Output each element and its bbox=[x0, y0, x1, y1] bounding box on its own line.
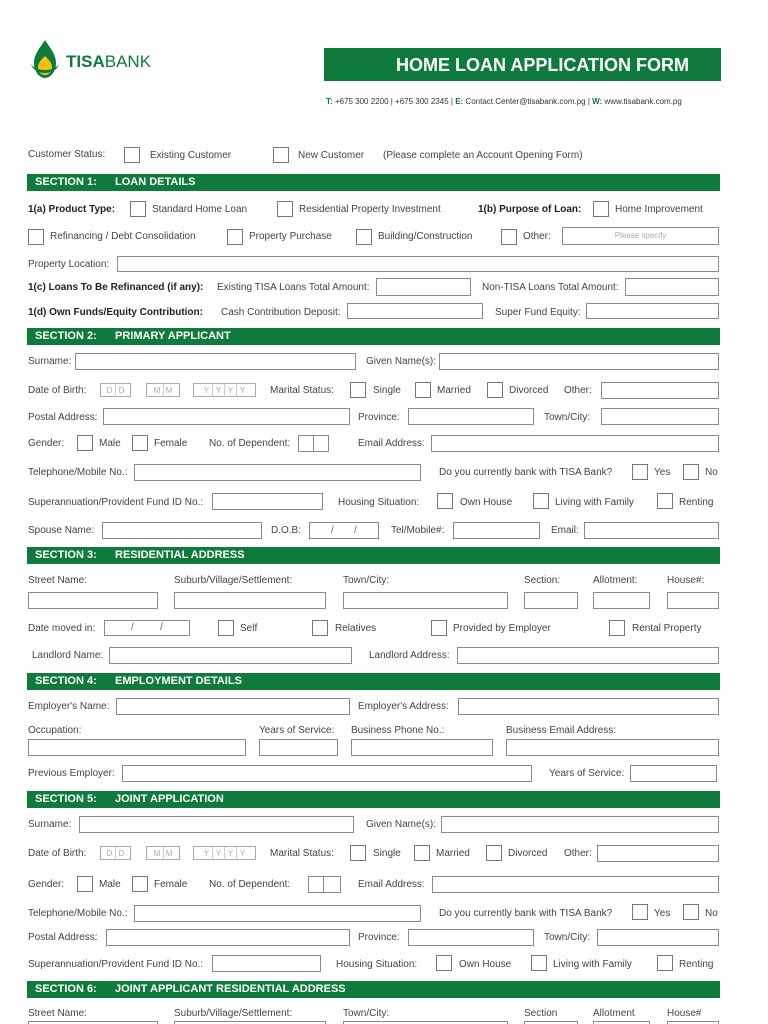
dob-label: Date of Birth: bbox=[28, 385, 87, 396]
joint-email-input[interactable] bbox=[432, 876, 719, 893]
landlord-name-label: Landlord Name: bbox=[32, 650, 104, 661]
email-input[interactable] bbox=[431, 435, 719, 452]
joint-allotment-label: Allotment bbox=[593, 1008, 635, 1019]
joint-own-house-checkbox[interactable] bbox=[436, 955, 452, 971]
building-construction-label: Building/Construction bbox=[378, 231, 473, 242]
existing-tisa-loans-label: Existing TISA Loans Total Amount: bbox=[217, 282, 370, 293]
town-city-input[interactable] bbox=[343, 592, 508, 609]
existing-customer-label: Existing Customer bbox=[150, 150, 232, 161]
renting-label: Renting bbox=[679, 497, 714, 508]
joint-dependents-input-1[interactable] bbox=[308, 876, 324, 893]
brand-name-bold: TISA bbox=[66, 52, 105, 71]
joint-single-checkbox[interactable] bbox=[350, 845, 366, 861]
spouse-name-input[interactable] bbox=[102, 522, 262, 539]
joint-housing-label: Housing Situation: bbox=[336, 959, 418, 970]
joint-marital-label: Marital Status: bbox=[270, 848, 334, 859]
joint-other-label: Other: bbox=[564, 848, 592, 859]
refinancing-label: Refinancing / Debt Consolidation bbox=[50, 231, 196, 242]
joint-dob-month-input[interactable]: M M bbox=[146, 846, 180, 860]
date-separator: / bbox=[331, 525, 334, 536]
joint-divorced-checkbox[interactable] bbox=[486, 845, 502, 861]
refinancing-checkbox[interactable] bbox=[28, 229, 44, 245]
dob-month-input[interactable]: M M bbox=[146, 383, 180, 397]
residential-investment-label: Residential Property Investment bbox=[299, 204, 441, 215]
property-purchase-checkbox[interactable] bbox=[227, 229, 243, 245]
logo bbox=[28, 38, 168, 84]
dependents-input-2[interactable] bbox=[313, 435, 329, 452]
relatives-label: Relatives bbox=[335, 623, 377, 634]
bank-no-checkbox[interactable] bbox=[683, 464, 699, 480]
building-construction-checkbox[interactable] bbox=[356, 229, 372, 245]
joint-town-input[interactable] bbox=[597, 929, 719, 946]
joint-bank-yes-checkbox[interactable] bbox=[632, 904, 648, 920]
joint-telephone-input[interactable] bbox=[134, 905, 421, 922]
joint-suburb-label: Suburb/Village/Settlement: bbox=[174, 1008, 293, 1019]
contact-email: Contact.Center@tisabank.com.pg | bbox=[465, 97, 590, 106]
joint-married-checkbox[interactable] bbox=[414, 845, 430, 861]
joint-province-label: Province: bbox=[358, 932, 400, 943]
super-id-label: Superannuation/Provident Fund ID No.: bbox=[28, 497, 204, 508]
single-checkbox[interactable] bbox=[350, 382, 366, 398]
own-house-label: Own House bbox=[460, 497, 513, 508]
bank-yes-checkbox[interactable] bbox=[632, 464, 648, 480]
provided-by-employer-label: Provided by Employer bbox=[453, 623, 551, 634]
section-4-header bbox=[27, 673, 720, 690]
female-checkbox[interactable] bbox=[132, 435, 148, 451]
spouse-tel-label: Tel/Mobile#: bbox=[391, 525, 445, 536]
joint-province-input[interactable] bbox=[408, 929, 534, 946]
dependents-label: No. of Dependent: bbox=[209, 438, 291, 449]
joint-town-city-label: Town/City: bbox=[343, 1008, 390, 1019]
town-city-label: Town/City: bbox=[343, 575, 390, 586]
joint-given-names-label: Given Name(s): bbox=[366, 819, 437, 830]
form-title: HOME LOAN APPLICATION FORM bbox=[396, 55, 689, 75]
date-separator: / bbox=[131, 622, 134, 633]
date-moved-input[interactable] bbox=[104, 620, 190, 636]
section-title: RESIDENTIAL ADDRESS bbox=[115, 549, 245, 561]
section-2-header bbox=[27, 328, 720, 345]
living-family-label: Living with Family bbox=[555, 497, 634, 508]
province-input[interactable] bbox=[408, 408, 534, 425]
province-label: Province: bbox=[358, 412, 400, 423]
brand-name-light: BANK bbox=[104, 52, 152, 71]
employer-address-input[interactable] bbox=[458, 698, 719, 715]
married-checkbox[interactable] bbox=[415, 382, 431, 398]
section-1-header bbox=[27, 174, 720, 191]
occupation-label: Occupation: bbox=[28, 725, 82, 736]
street-name-input[interactable] bbox=[28, 592, 158, 609]
joint-telephone-label: Telephone/Mobile No.: bbox=[28, 908, 128, 919]
form-title-banner bbox=[324, 48, 721, 81]
customer-status-label: Customer Status: bbox=[28, 149, 106, 160]
standard-home-loan-label: Standard Home Loan bbox=[152, 204, 248, 215]
phone-numbers: +675 300 2200 | +675 300 2345 | bbox=[334, 97, 453, 106]
joint-bank-yes-label: Yes bbox=[654, 908, 671, 919]
other-marital-label: Other: bbox=[564, 385, 592, 396]
existing-tisa-loans-input[interactable] bbox=[376, 278, 471, 296]
date-separator: / bbox=[160, 622, 163, 633]
previous-years-input[interactable] bbox=[630, 765, 717, 782]
rental-property-label: Rental Property bbox=[632, 623, 702, 634]
joint-bank-question: Do you currently bank with TISA Bank? bbox=[439, 908, 613, 919]
self-label: Self bbox=[240, 623, 258, 634]
town-city-input[interactable] bbox=[601, 408, 719, 425]
section-number: SECTION 4: bbox=[35, 675, 97, 687]
occupation-input[interactable] bbox=[28, 739, 246, 756]
non-tisa-loans-input[interactable] bbox=[625, 278, 719, 296]
business-email-label: Business Email Address: bbox=[506, 725, 617, 736]
property-location-label: Property Location: bbox=[28, 259, 110, 270]
self-checkbox[interactable] bbox=[218, 620, 234, 636]
dob-year-input[interactable]: Y Y Y Y bbox=[193, 383, 256, 397]
section-title: JOINT APPLICANT RESIDENTIAL ADDRESS bbox=[115, 983, 346, 995]
residential-investment-checkbox[interactable] bbox=[277, 201, 293, 217]
home-improvement-label: Home Improvement bbox=[615, 204, 703, 215]
joint-house-label: House# bbox=[667, 1008, 702, 1019]
joint-single-label: Single bbox=[373, 848, 401, 859]
joint-bank-no-label: No bbox=[705, 908, 718, 919]
joint-gender-label: Gender: bbox=[28, 879, 65, 890]
super-fund-input[interactable] bbox=[586, 303, 719, 319]
joint-dependents-label: No. of Dependent: bbox=[209, 879, 291, 890]
previous-employer-input[interactable] bbox=[122, 765, 532, 782]
previous-years-label: Years of Service: bbox=[549, 768, 625, 779]
joint-living-family-checkbox[interactable] bbox=[531, 955, 547, 971]
living-family-checkbox[interactable] bbox=[533, 493, 549, 509]
new-customer-label: New Customer bbox=[298, 150, 365, 161]
new-customer-checkbox[interactable] bbox=[273, 147, 289, 163]
female-label: Female bbox=[154, 438, 188, 449]
house-number-label: House#: bbox=[667, 575, 705, 586]
joint-dob-year-input[interactable]: Y Y Y Y bbox=[193, 846, 256, 860]
section-number: SECTION 3: bbox=[35, 549, 97, 561]
allotment-input[interactable] bbox=[593, 592, 650, 609]
section-title: JOINT APPLICATION bbox=[115, 793, 224, 805]
section-number: SECTION 5: bbox=[35, 793, 97, 805]
town-city-label: Town/City: bbox=[544, 412, 591, 423]
suburb-label: Suburb/Village/Settlement: bbox=[174, 575, 293, 586]
product-type-label: 1(a) Product Type: bbox=[28, 204, 116, 215]
joint-street-label: Street Name: bbox=[28, 1008, 87, 1019]
other-purpose-input[interactable]: Please specify bbox=[562, 227, 719, 245]
telephone-label: Telephone/Mobile No.: bbox=[28, 467, 128, 478]
bank-no-label: No bbox=[705, 467, 718, 478]
postal-address-label: Postal Address: bbox=[28, 412, 98, 423]
tisa-logo-icon bbox=[28, 38, 62, 82]
joint-bank-no-checkbox[interactable] bbox=[683, 904, 699, 920]
joint-section-label: Section bbox=[524, 1008, 558, 1019]
telephone-input[interactable] bbox=[134, 464, 421, 481]
allotment-label: Allotment: bbox=[593, 575, 638, 586]
male-label: Male bbox=[99, 438, 121, 449]
section-5-header bbox=[27, 791, 720, 808]
employer-name-label: Employer's Name: bbox=[28, 701, 110, 712]
home-improvement-checkbox[interactable] bbox=[593, 201, 609, 217]
existing-customer-checkbox[interactable] bbox=[124, 147, 140, 163]
date-separator: / bbox=[354, 525, 357, 536]
section-number: SECTION 6: bbox=[35, 983, 97, 995]
surname-input[interactable] bbox=[75, 353, 356, 370]
other-marital-input[interactable] bbox=[601, 382, 719, 399]
section-number: SECTION 1: bbox=[35, 176, 97, 188]
suburb-input[interactable] bbox=[174, 592, 326, 609]
section-number: SECTION 2: bbox=[35, 330, 97, 342]
street-name-label: Street Name: bbox=[28, 575, 87, 586]
section-title: LOAN DETAILS bbox=[115, 176, 196, 188]
joint-postal-input[interactable] bbox=[106, 929, 350, 946]
previous-employer-label: Previous Employer: bbox=[28, 768, 115, 779]
employer-address-label: Employer's Address: bbox=[358, 701, 449, 712]
provided-by-employer-checkbox[interactable] bbox=[431, 620, 447, 636]
joint-surname-label: Surname: bbox=[28, 819, 72, 830]
contact-line bbox=[326, 97, 682, 106]
housing-situation-label: Housing Situation: bbox=[338, 497, 420, 508]
standard-home-loan-checkbox[interactable] bbox=[130, 201, 146, 217]
spouse-email-label: Email: bbox=[551, 525, 579, 536]
divorced-label: Divorced bbox=[509, 385, 549, 396]
house-number-input[interactable] bbox=[667, 592, 719, 609]
web-label: W: bbox=[592, 97, 603, 106]
business-phone-input[interactable] bbox=[351, 739, 493, 756]
joint-male-label: Male bbox=[99, 879, 121, 890]
own-funds-label: 1(d) Own Funds/Equity Contribution: bbox=[28, 307, 203, 318]
joint-super-id-label: Superannuation/Provident Fund ID No.: bbox=[28, 959, 204, 970]
business-email-input[interactable] bbox=[506, 739, 719, 756]
landlord-name-input[interactable] bbox=[109, 647, 352, 664]
bank-yes-label: Yes bbox=[654, 467, 671, 478]
joint-female-checkbox[interactable] bbox=[132, 876, 148, 892]
joint-divorced-label: Divorced bbox=[508, 848, 548, 859]
years-of-service-input[interactable] bbox=[259, 739, 338, 756]
given-names-label: Given Name(s): bbox=[366, 356, 437, 367]
joint-own-house-label: Own House bbox=[459, 959, 512, 970]
married-label: Married bbox=[437, 385, 471, 396]
joint-renting-checkbox[interactable] bbox=[657, 955, 673, 971]
section-input[interactable] bbox=[524, 592, 578, 609]
given-names-input[interactable] bbox=[439, 353, 719, 370]
joint-dob-day-input[interactable]: D D bbox=[100, 846, 131, 860]
renting-checkbox[interactable] bbox=[657, 493, 673, 509]
joint-email-label: Email Address: bbox=[358, 879, 425, 890]
joint-living-family-label: Living with Family bbox=[553, 959, 632, 970]
cash-contribution-input[interactable] bbox=[347, 303, 483, 319]
spouse-dob-input[interactable] bbox=[309, 522, 379, 539]
dob-day-input[interactable]: D D bbox=[100, 383, 131, 397]
email-label: Email Address: bbox=[358, 438, 425, 449]
section-title: EMPLOYMENT DETAILS bbox=[115, 675, 242, 687]
account-opening-note: (Please complete an Account Opening Form) bbox=[383, 150, 583, 161]
joint-town-label: Town/City: bbox=[544, 932, 591, 943]
dependents-input-1[interactable] bbox=[298, 435, 314, 452]
joint-postal-label: Postal Address: bbox=[28, 932, 98, 943]
joint-other-input[interactable] bbox=[597, 845, 719, 862]
section-label: Section: bbox=[524, 575, 561, 586]
loans-refinanced-label: 1(c) Loans To Be Refinanced (if any): bbox=[28, 282, 204, 293]
other-purpose-label: Other: bbox=[523, 231, 551, 242]
joint-male-checkbox[interactable] bbox=[77, 876, 93, 892]
spouse-email-input[interactable] bbox=[584, 522, 719, 539]
divorced-checkbox[interactable] bbox=[487, 382, 503, 398]
date-moved-label: Date moved in: bbox=[28, 623, 96, 634]
joint-dob-label: Date of Birth: bbox=[28, 848, 87, 859]
property-location-input[interactable] bbox=[117, 256, 719, 272]
employer-name-input[interactable] bbox=[116, 698, 350, 715]
joint-surname-input[interactable] bbox=[79, 816, 354, 833]
non-tisa-loans-label: Non-TISA Loans Total Amount: bbox=[482, 282, 619, 293]
single-label: Single bbox=[373, 385, 401, 396]
super-id-input[interactable] bbox=[212, 493, 323, 510]
spouse-dob-label: D.O.B: bbox=[271, 525, 302, 536]
marital-status-label: Marital Status: bbox=[270, 385, 334, 396]
rental-property-checkbox[interactable] bbox=[609, 620, 625, 636]
section-3-header bbox=[27, 547, 720, 564]
super-fund-label: Super Fund Equity: bbox=[495, 307, 581, 318]
landlord-address-input[interactable] bbox=[457, 647, 719, 664]
joint-super-id-input[interactable] bbox=[212, 955, 321, 972]
joint-given-names-input[interactable] bbox=[441, 816, 719, 833]
male-checkbox[interactable] bbox=[77, 435, 93, 451]
joint-dependents-input-2[interactable] bbox=[323, 876, 341, 893]
spouse-name-label: Spouse Name: bbox=[28, 525, 95, 536]
cash-contribution-label: Cash Contribution Deposit: bbox=[221, 307, 341, 318]
landlord-address-label: Landlord Address: bbox=[369, 650, 450, 661]
section-title: PRIMARY APPLICANT bbox=[115, 330, 231, 342]
email-label: E: bbox=[455, 97, 464, 106]
other-purpose-checkbox[interactable] bbox=[501, 229, 517, 245]
phone-label: T: bbox=[326, 97, 333, 106]
section-6-header bbox=[27, 981, 720, 998]
years-of-service-label: Years of Service: bbox=[259, 725, 335, 736]
spouse-tel-input[interactable] bbox=[453, 522, 540, 539]
business-phone-label: Business Phone No.: bbox=[351, 725, 445, 736]
joint-renting-label: Renting bbox=[679, 959, 714, 970]
gender-label: Gender: bbox=[28, 438, 65, 449]
surname-label: Surname: bbox=[28, 356, 72, 367]
joint-married-label: Married bbox=[436, 848, 470, 859]
website: www.tisabank.com.pg bbox=[604, 97, 682, 106]
bank-with-tisa-question: Do you currently bank with TISA Bank? bbox=[439, 467, 613, 478]
purpose-of-loan-label: 1(b) Purpose of Loan: bbox=[478, 204, 582, 215]
joint-female-label: Female bbox=[154, 879, 188, 890]
property-purchase-label: Property Purchase bbox=[249, 231, 332, 242]
postal-address-input[interactable] bbox=[103, 408, 350, 425]
own-house-checkbox[interactable] bbox=[437, 493, 453, 509]
relatives-checkbox[interactable] bbox=[312, 620, 328, 636]
